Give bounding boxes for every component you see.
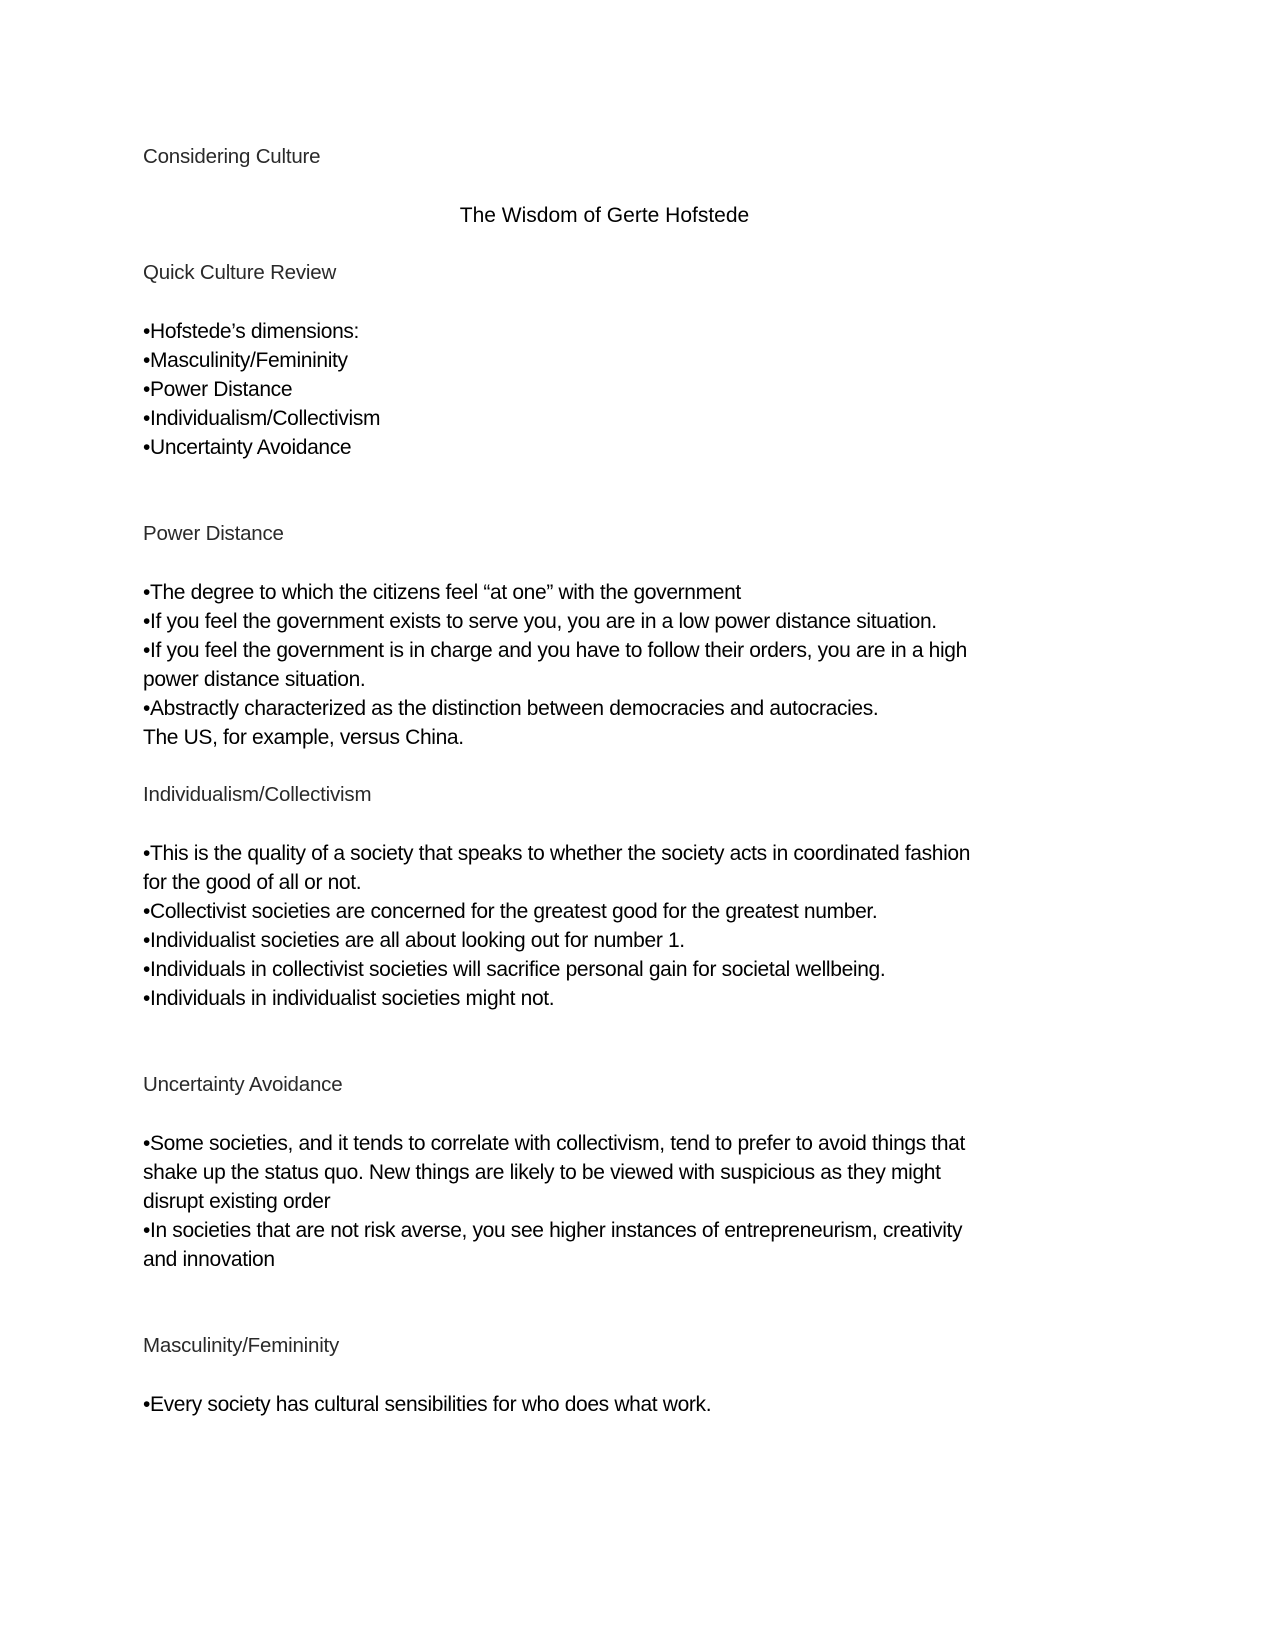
bullet-line: •If you feel the government exists to serve you, you are in a low power distance situation. — [143, 610, 937, 633]
section-heading-masculinity-femininity: Masculinity/Femininity — [143, 1334, 340, 1357]
document-header: Considering Culture — [143, 145, 321, 168]
bullet-line: •Hofstede’s dimensions: — [143, 320, 360, 343]
bullet-line: •Uncertainty Avoidance — [143, 436, 352, 459]
section-heading-uncertainty-avoidance: Uncertainty Avoidance — [143, 1073, 343, 1096]
bullet-line: •Some societies, and it tends to correlate with collectivism, tend to prefer to avoid things that — [143, 1132, 965, 1155]
text-line: The US, for example, versus China. — [143, 726, 464, 749]
text-line: for the good of all or not. — [143, 871, 362, 894]
section-heading-individualism-collectivism: Individualism/Collectivism — [143, 783, 372, 806]
text-line: and innovation — [143, 1248, 275, 1271]
bullet-line: •This is the quality of a society that speaks to whether the society acts in coordinated fashion — [143, 842, 971, 865]
bullet-line: •Individualism/Collectivism — [143, 407, 381, 430]
text-line: power distance situation. — [143, 668, 366, 691]
text-line: disrupt existing order — [143, 1190, 331, 1213]
text-line: shake up the status quo. New things are likely to be viewed with suspicious as they might — [143, 1161, 941, 1184]
bullet-line: •Individuals in individualist societies might not. — [143, 987, 555, 1010]
document-title — [0, 205, 1275, 226]
section-heading-power-distance: Power Distance — [143, 522, 284, 545]
document-title-text: The Wisdom of Gerte Hofstede — [459, 204, 750, 227]
bullet-line: •Power Distance — [143, 378, 293, 401]
bullet-line: •The degree to which the citizens feel “at one” with the government — [143, 581, 741, 604]
bullet-line: •Individualist societies are all about looking out for number 1. — [143, 929, 685, 952]
bullet-line: •Collectivist societies are concerned for the greatest good for the greatest number. — [143, 900, 878, 923]
bullet-line: •In societies that are not risk averse, you see higher instances of entrepreneurism, creativity — [143, 1219, 963, 1242]
bullet-line: •Every society has cultural sensibilities for who does what work. — [143, 1393, 712, 1416]
section-heading-quick-culture-review: Quick Culture Review — [143, 261, 337, 284]
bullet-line: •Abstractly characterized as the distinction between democracies and autocracies. — [143, 697, 879, 720]
bullet-line: •Masculinity/Femininity — [143, 349, 348, 372]
bullet-line: •Individuals in collectivist societies will sacrifice personal gain for societal wellbeing. — [143, 958, 886, 981]
bullet-line: •If you feel the government is in charge and you have to follow their orders, you are in a high — [143, 639, 967, 662]
